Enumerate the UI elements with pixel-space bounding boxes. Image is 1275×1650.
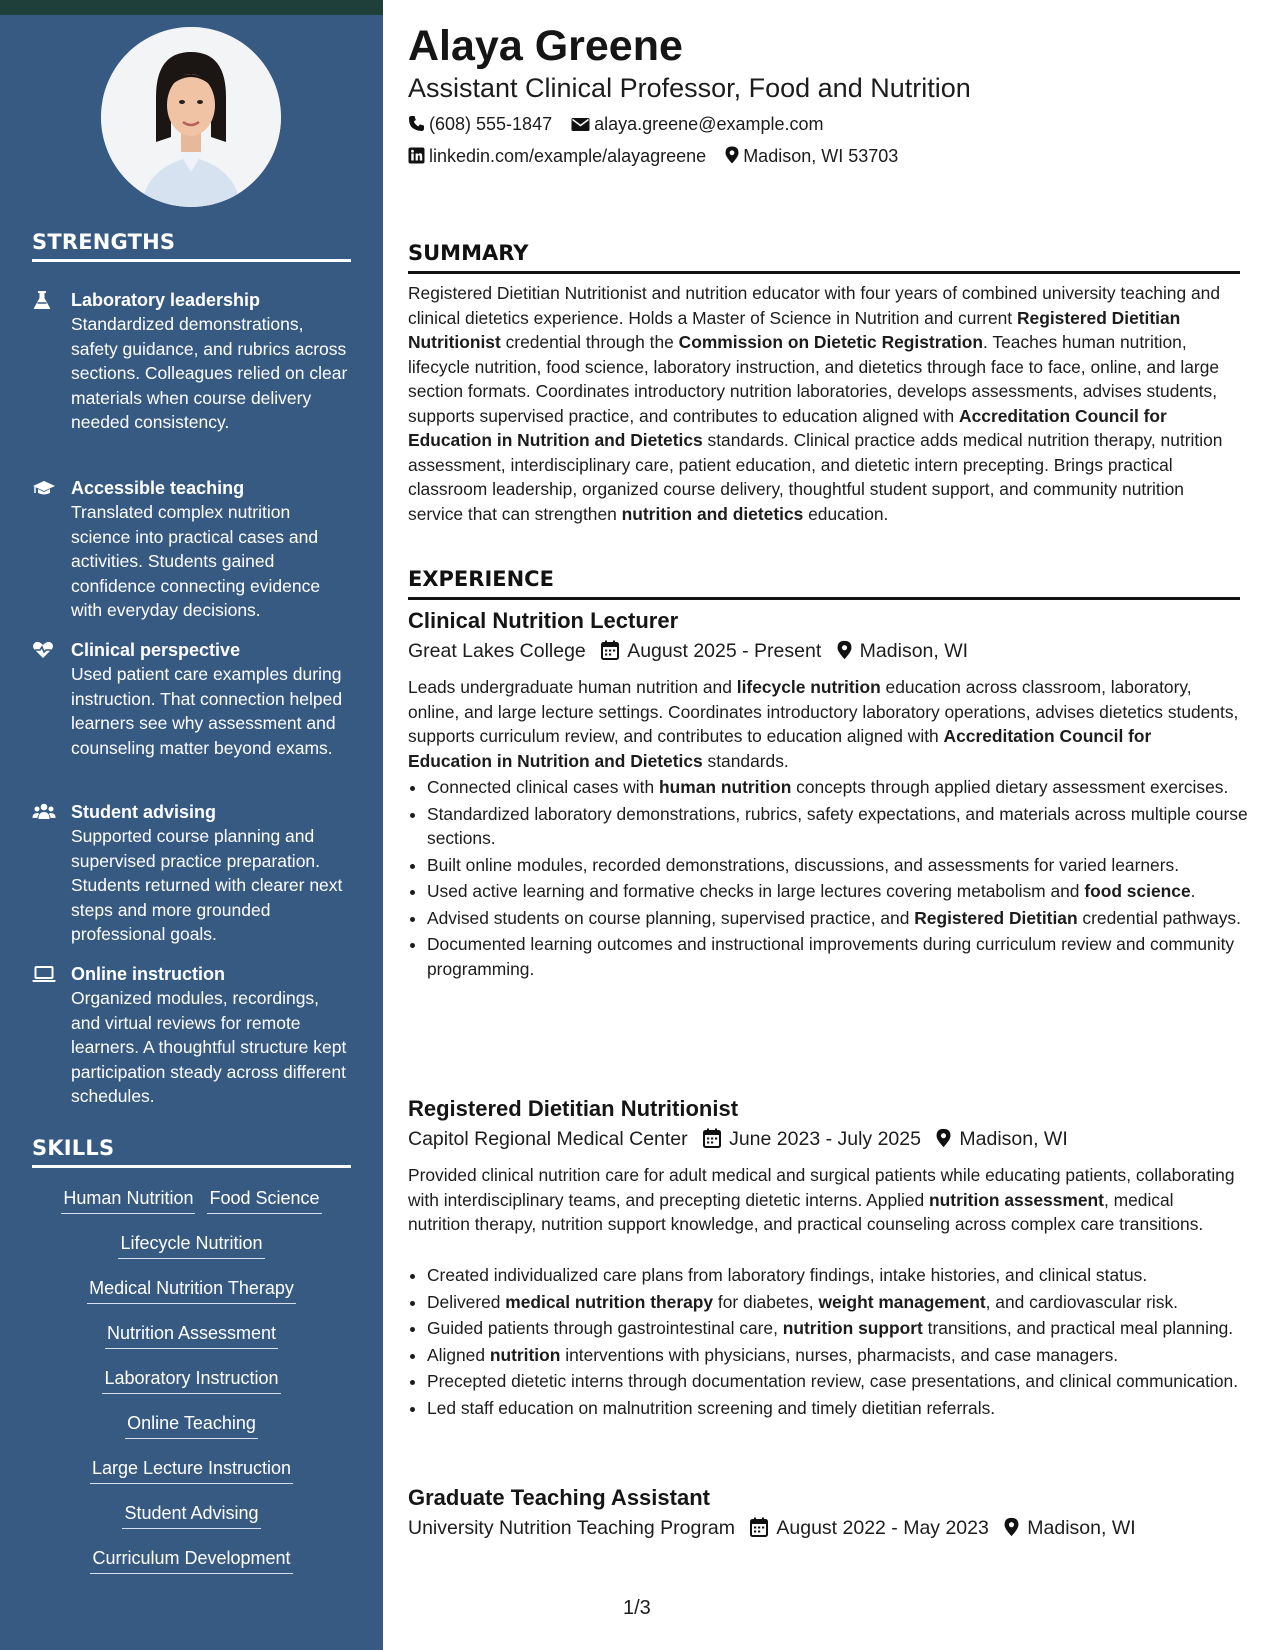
- candidate-title: Assistant Clinical Professor, Food and Nutrition: [408, 73, 971, 103]
- strength-description: Organized modules, recordings, and virtual reviews for remote learners. A thoughtful structure kept participation steady across different schedules.: [71, 988, 347, 1106]
- calendar-icon: [703, 1128, 721, 1148]
- skill-tag: Medical Nutrition Therapy: [87, 1276, 296, 1304]
- skills-heading: SKILLS: [32, 1136, 351, 1168]
- list-item: • Built online modules, recorded demonstrations, discussions, and assessments for varied learners.: [427, 853, 1259, 878]
- job-meta: [408, 640, 968, 663]
- skill-tag: Lifecycle Nutrition: [118, 1231, 264, 1259]
- phone-text: (608) 555-1847: [429, 114, 553, 134]
- contact-row: [408, 114, 838, 135]
- map-pin-icon: [837, 640, 852, 660]
- sidebar-top-bar: [0, 0, 383, 15]
- job-description: Provided clinical nutrition care for adult medical and surgical patients while educating patients, collaborating with interdisciplinary teams, and precepting dietetic interns. Applied nutrition assessment, medical nutrition therapy, nutrition support knowledge, and practical counseling across complex care transitions.: [408, 1165, 1235, 1234]
- strength-item: [32, 476, 352, 623]
- users-icon: [32, 802, 56, 822]
- skill-tag: Laboratory Instruction: [102, 1366, 280, 1394]
- list-item: • Aligned nutrition interventions with physicians, nurses, pharmacists, and case managers.: [427, 1343, 1259, 1368]
- strength-description: Translated complex nutrition science into practical cases and activities. Students gained confidence connecting evidence with everyday decisions.: [71, 502, 321, 620]
- skills-row: [32, 1186, 351, 1214]
- skills-row: [32, 1456, 351, 1484]
- job-title: Registered Dietitian Nutritionist: [408, 1096, 739, 1121]
- list-item: • Delivered medical nutrition therapy for diabetes, weight management, and cardiovascular risk.: [427, 1290, 1259, 1315]
- phone-icon: [408, 115, 425, 132]
- heart-pulse-icon: [32, 640, 56, 660]
- strength-item: [32, 288, 352, 435]
- job-bullets: [408, 1263, 1259, 1422]
- skill-tag: Food Science: [207, 1186, 321, 1214]
- job-title: Clinical Nutrition Lecturer: [408, 608, 679, 633]
- list-item: • Used active learning and formative checks in large lectures covering metabolism and food science.: [427, 879, 1259, 904]
- flask-icon: [32, 290, 56, 310]
- skill-tag: Large Lecture Instruction: [90, 1456, 293, 1484]
- strengths-heading: STRENGTHS: [32, 230, 351, 262]
- map-pin-icon: [1004, 1517, 1019, 1537]
- linkedin-contact[interactable]: [408, 146, 706, 167]
- skills-row: [32, 1231, 351, 1259]
- linkedin-text: linkedin.com/example/alayagreene: [429, 146, 707, 166]
- list-item: • Connected clinical cases with human nutrition concepts through applied dietary assessment exercises.: [427, 775, 1259, 800]
- job-description: Leads undergraduate human nutrition and lifecycle nutrition education across classroom, laboratory, online, and large lecture settings. Coordinates introductory laboratory operations, advises dietetics students, supports curriculum review, and contributes to education aligned with Accreditation Council for Education in Nutrition and Dietetics standards.: [408, 677, 1239, 771]
- list-item: • Standardized laboratory demonstrations, rubrics, safety expectations, and materials across multiple course sections.: [427, 802, 1259, 851]
- job-meta: [408, 1128, 1068, 1151]
- skill-tag: Human Nutrition: [61, 1186, 195, 1214]
- strength-item: [32, 800, 352, 947]
- job-bullets: [408, 775, 1259, 983]
- skill-tag: Curriculum Development: [90, 1546, 292, 1574]
- strength-description: Supported course planning and supervised practice preparation. Students returned with clearer next steps and more grounded professional goals.: [71, 826, 343, 944]
- email-text: alaya.greene@example.com: [594, 114, 824, 134]
- skill-tag: Student Advising: [122, 1501, 260, 1529]
- strength-title: Accessible teaching: [71, 478, 245, 498]
- email-contact[interactable]: [571, 114, 823, 135]
- list-item: • Documented learning outcomes and instructional improvements during curriculum review and community programming.: [427, 932, 1259, 981]
- list-item: • Created individualized care plans from laboratory findings, intake histories, and clinical status.: [427, 1263, 1259, 1288]
- skill-tag: Online Teaching: [125, 1411, 258, 1439]
- job-company: University Nutrition Teaching Program: [408, 1517, 735, 1539]
- page-number: 1/3: [623, 1597, 651, 1619]
- contact-row: [408, 146, 912, 167]
- job-location: Madison, WI: [1027, 1517, 1136, 1539]
- skills-row: [32, 1321, 351, 1349]
- list-item: • Led staff education on malnutrition screening and timely dietitian referrals.: [427, 1396, 1259, 1421]
- profile-photo: [101, 27, 281, 207]
- experience-heading: EXPERIENCE: [408, 567, 1240, 600]
- strength-item: [32, 962, 352, 1109]
- location-contact: [725, 146, 898, 167]
- job-location: Madison, WI: [959, 1128, 1068, 1150]
- job-dates: August 2022 - May 2023: [776, 1517, 989, 1539]
- job-dates: June 2023 - July 2025: [729, 1128, 921, 1150]
- job-dates: August 2025 - Present: [627, 640, 822, 662]
- list-item: • Guided patients through gastrointestinal care, nutrition support transitions, and practical meal planning.: [427, 1316, 1259, 1341]
- skills-row: [32, 1366, 351, 1394]
- list-item: • Precepted dietetic interns through documentation review, case presentations, and clinical communication.: [427, 1369, 1259, 1394]
- strength-title: Student advising: [71, 802, 217, 822]
- job-title: Graduate Teaching Assistant: [408, 1485, 710, 1510]
- skills-row: [32, 1411, 351, 1439]
- job-company: Capitol Regional Medical Center: [408, 1128, 688, 1150]
- envelope-icon: [571, 117, 590, 132]
- summary-heading: SUMMARY: [408, 241, 1240, 274]
- location-text: Madison, WI 53703: [743, 146, 899, 166]
- calendar-icon: [750, 1517, 768, 1537]
- map-pin-icon: [936, 1128, 951, 1148]
- phone-contact[interactable]: [408, 114, 552, 135]
- strength-description: Used patient care examples during instruction. That connection helped learners see why assessment and counseling matter beyond exams.: [71, 664, 343, 758]
- summary-text: Registered Dietitian Nutritionist and nutrition educator with four years of combined university teaching and clinical dietetics experience. Holds a Master of Science in Nutrition and current Registered Dietitian Nutritionist credential through the Commission on Dietetic Registration. Teaches human nutrition, lifecycle nutrition, food science, laboratory instruction, and dietetics through face to face, online, and large section formats. Coordinates introductory nutrition laboratories, develops assessments, advises students, supports supervised practice, and contributes to education aligned with Accreditation Council for Education in Nutrition and Dietetics standards. Clinical practice adds medical nutrition therapy, nutrition assessment, interdisciplinary care, patient education, and dietetic intern precepting. Brings practical classroom leadership, organized course delivery, thoughtful student support, and community nutrition service that can strengthen nutrition and dietetics education.: [408, 283, 1223, 524]
- sidebar: [0, 0, 383, 1650]
- linkedin-icon: [408, 147, 425, 164]
- strength-description: Standardized demonstrations, safety guidance, and rubrics across sections. Colleagues relied on clear materials when course delivery needed consistency.: [71, 314, 348, 432]
- job-meta: [408, 1517, 1136, 1540]
- strength-title: Clinical perspective: [71, 640, 241, 660]
- candidate-name: Alaya Greene: [408, 22, 683, 70]
- job-company: Great Lakes College: [408, 640, 586, 662]
- laptop-icon: [32, 964, 56, 984]
- list-item: • Advised students on course planning, supervised practice, and Registered Dietitian credential pathways.: [427, 906, 1259, 931]
- skills-row: [32, 1276, 351, 1304]
- skill-tag: Nutrition Assessment: [105, 1321, 278, 1349]
- graduation-cap-icon: [32, 478, 56, 498]
- skills-row: [32, 1546, 351, 1574]
- strength-title: Online instruction: [71, 964, 226, 984]
- job-location: Madison, WI: [859, 640, 969, 662]
- calendar-icon: [601, 640, 619, 660]
- strength-title: Laboratory leadership: [71, 290, 261, 310]
- skills-row: [32, 1501, 351, 1529]
- strength-item: [32, 638, 352, 760]
- map-pin-icon: [725, 146, 739, 164]
